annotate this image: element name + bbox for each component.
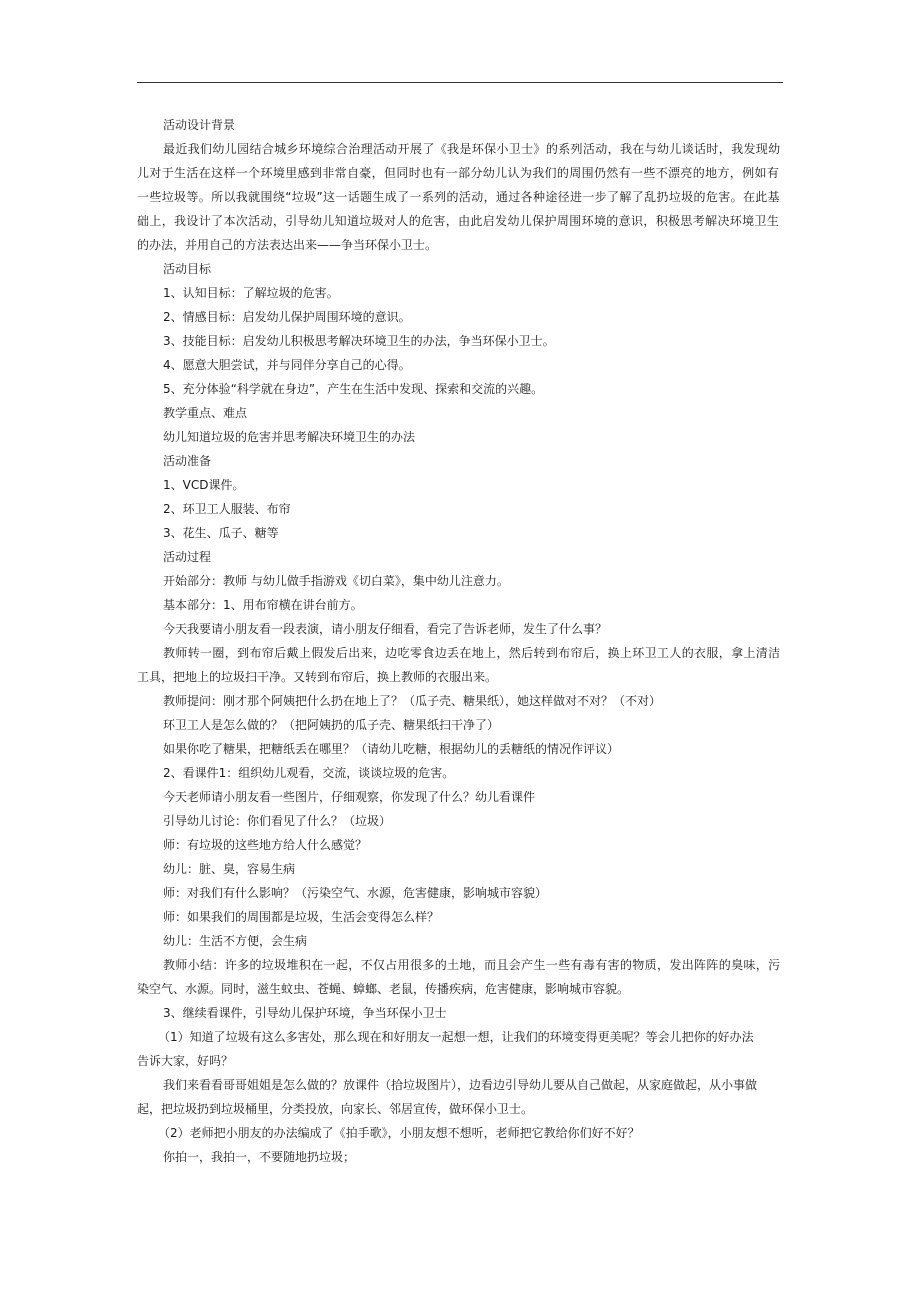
paragraph-line: （1）知道了垃圾有这么多害处，那么现在和好朋友一起想一想，让我们的环境变得更美呢？等会儿把你的好办法 [158, 1030, 754, 1044]
paragraph-line: 教师转一圈，到布帘后戴上假发后出来，边吃零食边丢在地上，然后转到布帘后，换上环卫工人的衣服，拿上清洁 [163, 646, 781, 660]
paragraph-line: 的办法，并用自己的方法表达出来——争当环保小卫士。 [137, 238, 438, 252]
list-item: 1、认知目标：了解垃圾的危害。 [163, 286, 339, 300]
list-item: 3、技能目标：启发幼儿积极思考解决环境卫生的办法，争当环保小卫士。 [163, 334, 555, 348]
paragraph-line: 儿对于生活在这样一个环境里感到非常自豪，但同时也有一部分幼儿认为我们的周围仍然有一些不漂亮的地方，例如有 [137, 166, 780, 180]
paragraph-line: 你拍一，我拍一，不要随地扔垃圾； [163, 1150, 356, 1164]
section-heading-key-points: 教学重点、难点 [163, 406, 248, 420]
list-item: 3、继续看课件，引导幼儿保护环境，争当环保小卫士 [163, 1006, 447, 1020]
dialogue-line: 幼儿：脏、臭，容易生病 [163, 862, 296, 876]
paragraph-line: 础上，我设计了本次活动，引导幼儿知道垃圾对人的危害，由此启发幼儿保护周围环境的意识，积极思考解决环境卫生 [137, 214, 780, 228]
dialogue-line: 师：如果我们的周围都是垃圾，生活会变得怎么样？ [163, 910, 440, 924]
paragraph-line: 今天老师请小朋友看一些图片，仔细观察，你发现了什么？幼儿看课件 [163, 790, 536, 804]
list-item: 3、花生、瓜子、糖等 [163, 526, 279, 540]
list-item: 1、VCD课件。 [163, 478, 245, 492]
paragraph-line: 如果你吃了糖果，把糖纸丢在哪里？（请幼儿吃糖，根据幼儿的丢糖纸的情况作评议） [163, 742, 620, 756]
dialogue-line: 师：对我们有什么影响？（污染空气、水源，危害健康，影响城市容貌） [163, 886, 548, 900]
document-body [137, 113, 783, 1169]
dialogue-line: 幼儿：生活不方便，会生病 [163, 934, 308, 948]
paragraph-line: 一些垃圾等。所以我就围绕“垃圾”这一话题生成了一系列的活动，通过各种途径进一步了解了乱扔垃圾的危害。在此基 [137, 190, 780, 204]
paragraph-line: 教师提问：刚才那个阿姨把什么扔在地上了？（瓜子壳、糖果纸），她这样做对不对？（不对） [163, 694, 662, 708]
paragraph-line: 最近我们幼儿园结合城乡环境综合治理活动开展了《我是环保小卫士》的系列活动，我在与幼儿谈话时，我发现幼 [163, 142, 781, 156]
section-heading-goals: 活动目标 [163, 262, 212, 276]
paragraph-line: 教师小结：许多的垃圾堆积在一起，不仅占用很多的土地，而且会产生一些有毒有害的物质，发出阵阵的臭味，污 [163, 958, 781, 972]
list-item: 5、充分体验“科学就在身边”，产生在生活中发现、探索和交流的兴趣。 [163, 382, 544, 396]
paragraph-line: 环卫工人是怎么做的？（把阿姨扔的瓜子壳、糖果纸扫干净了） [163, 718, 500, 732]
paragraph-line: 引导幼儿讨论：你们看见了什么？（垃圾） [163, 814, 392, 828]
paragraph-line: 我们来看看哥哥姐姐是怎么做的？放课件（拾垃圾图片），边看边引导幼儿要从自己做起，从家庭做起，从小事做 [163, 1078, 758, 1092]
list-item: 2、情感目标：启发幼儿保护周围环境的意识。 [163, 310, 411, 324]
paragraph-line: 幼儿知道垃圾的危害并思考解决环境卫生的办法 [163, 430, 416, 444]
paragraph-line: 开始部分：教师 与幼儿做手指游戏《切白菜》，集中幼儿注意力。 [163, 574, 509, 588]
list-item: 2、看课件1：组织幼儿观看，交流，谈谈垃圾的危害。 [163, 766, 455, 780]
paragraph-line: 工具，把地上的垃圾扫干净。又转到布帘后，换上教师的衣服出来。 [137, 670, 498, 684]
paragraph-line: 今天我要请小朋友看一段表演，请小朋友仔细看，看完了告诉老师，发生了什么事？ [163, 622, 608, 636]
list-item: 2、环卫工人服装、布帘 [163, 502, 291, 516]
paragraph-line: 染空气、水源。同时，滋生蚊虫、苍蝇、蟑螂、老鼠，传播疾病，危害健康，影响城市容貌。 [137, 982, 630, 996]
section-heading-preparation: 活动准备 [163, 454, 212, 468]
paragraph-line: （2）老师把小朋友的办法编成了《拍手歌》，小朋友想不想听，老师把它教给你们好不好？ [158, 1126, 640, 1140]
dialogue-line: 师：有垃圾的这些地方给人什么感觉？ [163, 838, 368, 852]
list-item: 4、愿意大胆尝试，并与同伴分享自己的心得。 [163, 358, 411, 372]
section-heading-background: 活动设计背景 [163, 118, 236, 132]
section-heading-process: 活动过程 [163, 550, 212, 564]
paragraph-line: 基本部分：1、用布帘横在讲台前方。 [163, 598, 363, 612]
paragraph-line: 告诉大家，好吗？ [137, 1054, 234, 1068]
header-rule [137, 82, 783, 83]
paragraph-line: 起，把垃圾扔到垃圾桶里，分类投放，向家长、邻居宣传，做环保小卫士。 [137, 1102, 534, 1116]
